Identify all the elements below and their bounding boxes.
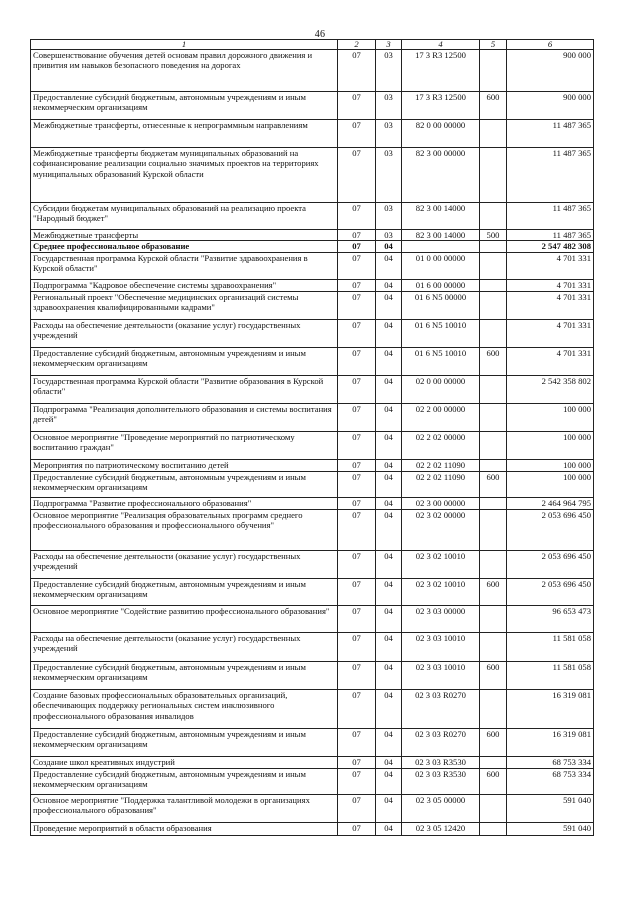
- row-section-cell: 07: [338, 230, 376, 241]
- table-row: [31, 550, 594, 578]
- row-subsection-cell: 04: [376, 375, 402, 403]
- row-name-cell: Проведение мероприятий в области образования: [31, 822, 338, 835]
- row-target-article-cell: 02 3 03 R0270: [402, 728, 480, 756]
- row-subsection-cell: 04: [376, 822, 402, 835]
- table-row: [31, 632, 594, 661]
- row-target-article-cell: 02 2 00 00000: [402, 403, 480, 431]
- row-expense-type-cell: [480, 403, 507, 431]
- row-subsection-cell: 04: [376, 252, 402, 279]
- row-amount-cell: 591 040: [507, 794, 594, 822]
- row-name-cell: Предоставление субсидий бюджетным, автономным учреждениям и иным некоммерческим организациям: [31, 728, 338, 756]
- row-subsection-cell: 04: [376, 578, 402, 605]
- row-amount-cell: 100 000: [507, 403, 594, 431]
- row-target-article-cell: 02 3 03 R3530: [402, 768, 480, 794]
- row-target-article-cell: 02 3 02 10010: [402, 550, 480, 578]
- row-expense-type-cell: [480, 148, 507, 203]
- column-header: 3: [376, 40, 402, 50]
- row-expense-type-cell: [480, 822, 507, 835]
- table-header-row: [31, 40, 594, 50]
- row-subsection-cell: 03: [376, 203, 402, 230]
- row-section-cell: 07: [338, 661, 376, 689]
- row-section-cell: 07: [338, 241, 376, 252]
- row-target-article-cell: 02 3 02 10010: [402, 578, 480, 605]
- column-header: 4: [402, 40, 480, 50]
- row-amount-cell: 2 053 696 450: [507, 578, 594, 605]
- row-amount-cell: 11 487 365: [507, 148, 594, 203]
- row-subsection-cell: 04: [376, 319, 402, 347]
- row-section-cell: 07: [338, 550, 376, 578]
- row-target-article-cell: 01 6 N5 00000: [402, 291, 480, 319]
- row-expense-type-cell: [480, 689, 507, 728]
- table-row: [31, 459, 594, 471]
- table-row: [31, 241, 594, 252]
- row-name-cell: Создание базовых профессиональных образовательных организаций, обеспечивающих поддержку региональных систем инклюзивного профессионального образования инвалидов: [31, 689, 338, 728]
- row-amount-cell: 900 000: [507, 50, 594, 92]
- row-section-cell: 07: [338, 252, 376, 279]
- row-expense-type-cell: [480, 291, 507, 319]
- table-row: [31, 50, 594, 92]
- row-name-cell: Предоставление субсидий бюджетным, автономным учреждениям и иным некоммерческим организациям: [31, 471, 338, 497]
- row-target-article-cell: 02 0 00 00000: [402, 375, 480, 403]
- row-expense-type-cell: 600: [480, 347, 507, 375]
- row-expense-type-cell: [480, 375, 507, 403]
- row-name-cell: Предоставление субсидий бюджетным, автономным учреждениям и иным некоммерческим организациям: [31, 768, 338, 794]
- row-expense-type-cell: [480, 279, 507, 291]
- row-subsection-cell: 03: [376, 120, 402, 148]
- row-name-cell: Среднее профессиональное образование: [31, 241, 338, 252]
- row-section-cell: 07: [338, 689, 376, 728]
- row-name-cell: Основное мероприятие "Содействие развитию профессионального образования": [31, 605, 338, 632]
- row-subsection-cell: 04: [376, 431, 402, 459]
- row-expense-type-cell: 600: [480, 768, 507, 794]
- row-subsection-cell: 04: [376, 241, 402, 252]
- row-subsection-cell: 04: [376, 279, 402, 291]
- row-name-cell: Основное мероприятие "Реализация образовательных программ среднего профессионального образования и профессионального обучения": [31, 509, 338, 550]
- row-target-article-cell: 01 6 00 00000: [402, 279, 480, 291]
- row-amount-cell: 100 000: [507, 431, 594, 459]
- row-expense-type-cell: [480, 497, 507, 509]
- table-row: [31, 728, 594, 756]
- row-name-cell: Государственная программа Курской области "Развитие образования в Курской области": [31, 375, 338, 403]
- table-row: [31, 431, 594, 459]
- table-row: [31, 497, 594, 509]
- row-target-article-cell: 02 3 03 R3530: [402, 756, 480, 768]
- row-subsection-cell: 04: [376, 689, 402, 728]
- row-expense-type-cell: 600: [480, 578, 507, 605]
- row-subsection-cell: 04: [376, 605, 402, 632]
- row-section-cell: 07: [338, 632, 376, 661]
- row-section-cell: 07: [338, 375, 376, 403]
- row-subsection-cell: 03: [376, 230, 402, 241]
- row-name-cell: Основное мероприятие "Проведение мероприятий по патриотическому воспитанию граждан": [31, 431, 338, 459]
- row-name-cell: Подпрограмма "Развитие профессионального образования": [31, 497, 338, 509]
- table-row: [31, 347, 594, 375]
- row-section-cell: 07: [338, 120, 376, 148]
- row-expense-type-cell: [480, 431, 507, 459]
- row-amount-cell: 11 581 058: [507, 661, 594, 689]
- table-row: [31, 471, 594, 497]
- row-amount-cell: 4 701 331: [507, 319, 594, 347]
- row-target-article-cell: 02 3 00 00000: [402, 497, 480, 509]
- row-name-cell: Расходы на обеспечение деятельности (оказание услуг) государственных учреждений: [31, 632, 338, 661]
- row-name-cell: Региональный проект "Обеспечение медицинских организаций системы здравоохранения квалифицированными кадрами": [31, 291, 338, 319]
- row-subsection-cell: 04: [376, 661, 402, 689]
- row-section-cell: 07: [338, 347, 376, 375]
- column-header: 6: [507, 40, 594, 50]
- row-name-cell: Предоставление субсидий бюджетным, автономным учреждениям и иным некоммерческим организациям: [31, 578, 338, 605]
- table-row: [31, 578, 594, 605]
- row-amount-cell: 100 000: [507, 471, 594, 497]
- row-section-cell: 07: [338, 728, 376, 756]
- page-number: 46: [314, 29, 326, 40]
- row-amount-cell: 591 040: [507, 822, 594, 835]
- row-name-cell: Подпрограмма "Реализация дополнительного образования и системы воспитания детей": [31, 403, 338, 431]
- row-amount-cell: 4 701 331: [507, 291, 594, 319]
- table-row: [31, 756, 594, 768]
- row-section-cell: 07: [338, 509, 376, 550]
- table-row: [31, 148, 594, 203]
- budget-table: [30, 39, 594, 836]
- table-row: [31, 375, 594, 403]
- row-target-article-cell: [402, 241, 480, 252]
- row-expense-type-cell: 600: [480, 471, 507, 497]
- row-amount-cell: 68 753 334: [507, 756, 594, 768]
- row-subsection-cell: 04: [376, 794, 402, 822]
- row-subsection-cell: 04: [376, 291, 402, 319]
- row-amount-cell: 11 581 058: [507, 632, 594, 661]
- table-row: [31, 605, 594, 632]
- row-subsection-cell: 03: [376, 50, 402, 92]
- row-amount-cell: 4 701 331: [507, 252, 594, 279]
- table-row: [31, 203, 594, 230]
- row-amount-cell: 2 547 482 308: [507, 241, 594, 252]
- row-expense-type-cell: [480, 319, 507, 347]
- row-expense-type-cell: [480, 550, 507, 578]
- row-amount-cell: 2 542 358 802: [507, 375, 594, 403]
- row-subsection-cell: 03: [376, 92, 402, 120]
- row-expense-type-cell: [480, 459, 507, 471]
- row-subsection-cell: 04: [376, 347, 402, 375]
- table-row: [31, 794, 594, 822]
- row-name-cell: Создание школ креативных индустрий: [31, 756, 338, 768]
- row-target-article-cell: 02 3 02 00000: [402, 509, 480, 550]
- column-header: 1: [31, 40, 338, 50]
- row-amount-cell: 900 000: [507, 92, 594, 120]
- table-row: [31, 403, 594, 431]
- table-row: [31, 661, 594, 689]
- column-header: 2: [338, 40, 376, 50]
- row-expense-type-cell: [480, 794, 507, 822]
- table-row: [31, 689, 594, 728]
- row-expense-type-cell: [480, 203, 507, 230]
- table-row: [31, 230, 594, 241]
- row-target-article-cell: 02 3 03 R0270: [402, 689, 480, 728]
- row-section-cell: 07: [338, 578, 376, 605]
- row-target-article-cell: 17 3 R3 12500: [402, 50, 480, 92]
- row-amount-cell: 16 319 081: [507, 728, 594, 756]
- row-section-cell: 07: [338, 471, 376, 497]
- row-section-cell: 07: [338, 279, 376, 291]
- table-row: [31, 120, 594, 148]
- row-name-cell: Предоставление субсидий бюджетным, автономным учреждениям и иным некоммерческим организациям: [31, 92, 338, 120]
- table-row: [31, 509, 594, 550]
- row-section-cell: 07: [338, 291, 376, 319]
- table-row: [31, 768, 594, 794]
- row-amount-cell: 4 701 331: [507, 279, 594, 291]
- row-name-cell: Расходы на обеспечение деятельности (оказание услуг) государственных учреждений: [31, 319, 338, 347]
- row-name-cell: Основное мероприятие "Поддержка талантливой молодежи в организациях профессионального образования": [31, 794, 338, 822]
- row-name-cell: Межбюджетные трансферты: [31, 230, 338, 241]
- row-subsection-cell: 04: [376, 632, 402, 661]
- row-subsection-cell: 04: [376, 550, 402, 578]
- row-amount-cell: 11 487 365: [507, 230, 594, 241]
- row-expense-type-cell: [480, 252, 507, 279]
- row-section-cell: 07: [338, 497, 376, 509]
- row-subsection-cell: 04: [376, 497, 402, 509]
- row-subsection-cell: 04: [376, 768, 402, 794]
- table-row: [31, 291, 594, 319]
- row-target-article-cell: 02 3 05 00000: [402, 794, 480, 822]
- table-row: [31, 319, 594, 347]
- row-target-article-cell: 82 3 00 14000: [402, 230, 480, 241]
- row-expense-type-cell: [480, 120, 507, 148]
- row-section-cell: 07: [338, 403, 376, 431]
- row-amount-cell: 4 701 331: [507, 347, 594, 375]
- table-row: [31, 279, 594, 291]
- row-section-cell: 07: [338, 756, 376, 768]
- row-section-cell: 07: [338, 203, 376, 230]
- row-target-article-cell: 02 3 03 10010: [402, 661, 480, 689]
- row-target-article-cell: 82 0 00 00000: [402, 120, 480, 148]
- row-section-cell: 07: [338, 92, 376, 120]
- row-amount-cell: 100 000: [507, 459, 594, 471]
- column-header: 5: [480, 40, 507, 50]
- row-name-cell: Предоставление субсидий бюджетным, автономным учреждениям и иным некоммерческим организациям: [31, 347, 338, 375]
- table-row: [31, 92, 594, 120]
- row-target-article-cell: 02 2 02 00000: [402, 431, 480, 459]
- row-expense-type-cell: 600: [480, 728, 507, 756]
- row-section-cell: 07: [338, 50, 376, 92]
- row-target-article-cell: 01 6 N5 10010: [402, 319, 480, 347]
- row-target-article-cell: 01 0 00 00000: [402, 252, 480, 279]
- row-subsection-cell: 04: [376, 403, 402, 431]
- row-subsection-cell: 04: [376, 728, 402, 756]
- row-section-cell: 07: [338, 319, 376, 347]
- row-target-article-cell: 02 3 03 10010: [402, 632, 480, 661]
- row-subsection-cell: 04: [376, 756, 402, 768]
- row-section-cell: 07: [338, 431, 376, 459]
- row-expense-type-cell: [480, 509, 507, 550]
- row-amount-cell: 11 487 365: [507, 203, 594, 230]
- row-target-article-cell: 01 6 N5 10010: [402, 347, 480, 375]
- row-subsection-cell: 04: [376, 471, 402, 497]
- row-amount-cell: 2 053 696 450: [507, 550, 594, 578]
- row-name-cell: Межбюджетные трансферты, отнесенные к непрограммным направлениям: [31, 120, 338, 148]
- row-name-cell: Совершенствование обучения детей основам правил дорожного движения и привития им навыков безопасного поведения на дорогах: [31, 50, 338, 92]
- row-target-article-cell: 82 3 00 00000: [402, 148, 480, 203]
- row-target-article-cell: 82 3 00 14000: [402, 203, 480, 230]
- row-name-cell: Расходы на обеспечение деятельности (оказание услуг) государственных учреждений: [31, 550, 338, 578]
- row-name-cell: Подпрограмма "Кадровое обеспечение системы здравоохранения": [31, 279, 338, 291]
- row-target-article-cell: 02 3 05 12420: [402, 822, 480, 835]
- row-subsection-cell: 04: [376, 509, 402, 550]
- row-expense-type-cell: [480, 632, 507, 661]
- row-section-cell: 07: [338, 794, 376, 822]
- row-target-article-cell: 17 3 R3 12500: [402, 92, 480, 120]
- row-subsection-cell: 03: [376, 148, 402, 203]
- row-target-article-cell: 02 2 02 11090: [402, 471, 480, 497]
- row-expense-type-cell: [480, 241, 507, 252]
- row-amount-cell: 16 319 081: [507, 689, 594, 728]
- row-expense-type-cell: [480, 756, 507, 768]
- row-name-cell: Предоставление субсидий бюджетным, автономным учреждениям и иным некоммерческим организациям: [31, 661, 338, 689]
- row-section-cell: 07: [338, 148, 376, 203]
- row-amount-cell: 11 487 365: [507, 120, 594, 148]
- row-expense-type-cell: [480, 50, 507, 92]
- row-expense-type-cell: 600: [480, 92, 507, 120]
- row-name-cell: Субсидии бюджетам муниципальных образований на реализацию проекта "Народный бюджет": [31, 203, 338, 230]
- row-expense-type-cell: 500: [480, 230, 507, 241]
- row-amount-cell: 96 653 473: [507, 605, 594, 632]
- table-row: [31, 252, 594, 279]
- row-section-cell: 07: [338, 768, 376, 794]
- row-subsection-cell: 04: [376, 459, 402, 471]
- row-section-cell: 07: [338, 822, 376, 835]
- row-expense-type-cell: [480, 605, 507, 632]
- row-amount-cell: 2 053 696 450: [507, 509, 594, 550]
- row-target-article-cell: 02 3 03 00000: [402, 605, 480, 632]
- row-section-cell: 07: [338, 605, 376, 632]
- row-expense-type-cell: 600: [480, 661, 507, 689]
- row-name-cell: Мероприятия по патриотическому воспитанию детей: [31, 459, 338, 471]
- row-target-article-cell: 02 2 02 11090: [402, 459, 480, 471]
- row-name-cell: Межбюджетные трансферты бюджетам муниципальных образований на софинансирование реализации социально значимых проектов на территориях муниципальных образований Курской области: [31, 148, 338, 203]
- row-amount-cell: 2 464 964 795: [507, 497, 594, 509]
- row-name-cell: Государственная программа Курской области "Развитие здравоохранения в Курской области": [31, 252, 338, 279]
- row-amount-cell: 68 753 334: [507, 768, 594, 794]
- table-row: [31, 822, 594, 835]
- row-section-cell: 07: [338, 459, 376, 471]
